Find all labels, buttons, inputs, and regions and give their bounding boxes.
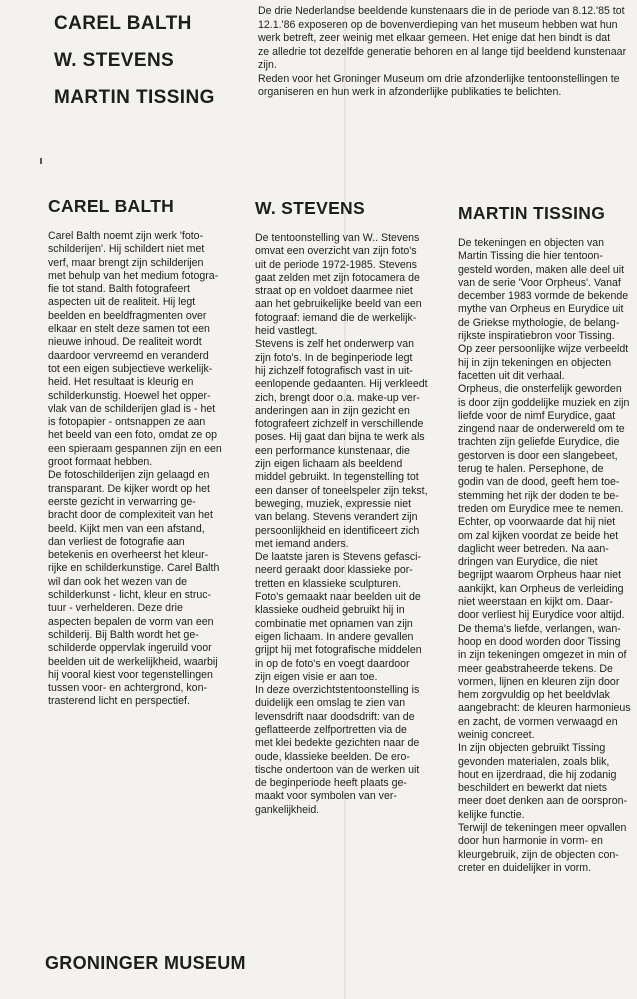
column-text-balth: Carel Balth noemt zijn werk 'foto- schilderijen'. Hij schildert niet met verf, maar brengt zijn schilderijen met behulp van het medium fotogra- fie tot stand. Balth fotografeert aspecten uit de realiteit. Hij legt beelden en beeldfragmenten over elkaar en stelt deze samen tot een nieuwe inhoud. De realiteit wordt daardoor vervreemd en veranderd tot een eigen subjectieve werkelijk- heid. Het resultaat is kleurig en schilderkunstig. Hoewel het opper- vlak van de schilderijen glad is - het is fotopapier - ontsnappen ze aan het beeld van een foto, omdat ze op een spieraam gespannen zijn en een groot formaat hebben. De fotoschilderijen zijn gelaagd en transparant. De kijker wordt op het eerste gezicht in verwarring ge- bracht door de complexiteit van het beeld. Kijkt men van een afstand, dan verliest de fotografie aan betekenis en overheerst het kleur- rijke en schilderkunstige. Carel Balth wil dan ook het wezen van de schilderkunst - licht, kleur en struc- tuur - verhelderen. Deze drie aspecten bepalen de vorm van een schilderij. Bij Balth wordt het ge- schilderde oppervlak ingeruild voor beelden uit de werkelijkheid, waarbij hij vooral kiest voor tegenstellingen tussen voor- en achtergrond, kon- trasterend licht en perspectief.	[48, 230, 222, 708]
column-title-stevens: W. STEVENS	[255, 198, 365, 218]
margin-mark	[40, 158, 42, 164]
column-text-stevens: De tentoonstelling van W.. Stevens omvat een overzicht van zijn foto's uit de periode 1972-1985. Stevens gaat zelden met zijn fotocamera de straat op en voldoet daarmee niet aan het gebruikelijke beeld van een fotograaf: iemand die de werkelijk- heid vastlegt. Stevens is zelf het onderwerp van zijn foto's. In de beginperiode legt hij zichzelf fotografisch vast in uit- eenlopende gedaanten. Hij verkleedt zich, brengt door o.a. make-up ver- anderingen aan in zijn gezicht en fotografeert zichzelf in verschillende poses. Hij gaat dan bijna te werk als een performance kunstenaar, die zijn eigen lichaam als beeldend middel gebruikt. In tegenstelling tot een danser of toneelspeler zijn tekst, beweging, muziek, expressie niet van belang. Stevens verandert zijn persoonlijkheid en identificeert zich met iemand anders. De laatste jaren is Stevens gefasci- neerd geraakt door klassieke por- tretten en klassieke sculpturen. Foto's gemaakt naar beelden uit de klassieke oudheid gebruikt hij in combinatie met opnamen van zijn eigen lichaam. In andere gevallen grijpt hij met fotografische middelen in op de foto's en voegt daardoor zijn eigen visie er aan toe. In deze overzichtstentoonstelling is duidelijk een omslag te zien van levensdrift naar doodsdrift: van de geflatteerde zelfportretten via de met klei bedekte gezichten naar de oude, klassieke beelden. De ero- tische ondertoon van de werken uit de beginperiode heeft plaats ge- maakt voor symbolen van ver- gankelijkheid.	[255, 232, 428, 816]
header-name-stevens: W. STEVENS	[54, 50, 175, 71]
column-title-balth: CAREL BALTH	[48, 196, 175, 216]
column-martin-tissing	[458, 203, 637, 875]
museum-name-footer: GRONINGER MUSEUM	[45, 953, 246, 973]
intro-paragraph: De drie Nederlandse beeldende kunstenaars die in de periode van 8.12.'85 tot 12.1.'86 exposeren op de bovenverdieping van het museum hebben wat hun werk betreft, zeer weinig met elkaar gemeen. Het enige dat hen bindt is dat ze alledrie tot dezelfde generatie behoren en al lange tijd beeldend kunstenaar zijn. Reden voor het Groninger Museum om drie afzonderlijke tentoonstellingen te organiseren en hun werk in afzonderlijke publikaties te belichten.	[258, 5, 627, 98]
header-name-balth: CAREL BALTH	[54, 13, 192, 34]
column-title-tissing: MARTIN TISSING	[458, 203, 606, 223]
header-name-tissing: MARTIN TISSING	[54, 87, 215, 108]
column-carel-balth	[48, 196, 228, 709]
column-text-tissing: De tekeningen en objecten van Martin Tissing die hier tentoon- gesteld worden, maken alle deel uit van de serie 'Voor Orpheus'. Vanaf december 1983 vormde de bekende mythe van Orpheus en Eurydice uit de Griekse mythologie, de belang- rijkste inspiratiebron voor Tissing. Op zeer persoonlijke wijze verbeeldt hij in zijn tekeningen en objecten facetten uit dit verhaal. Orpheus, die onsterfelijk geworden is door zijn goddelijke muziek en zijn liefde voor de nimf Eurydice, gaat zingend naar de onderwereld om te trachten zijn geliefde Eurydice, die gestorven is door een slangebeet, terug te halen. Persephone, de godin van de dood, geeft hem toe- stemming het rijk der doden te be- treden om Eurydice mee te nemen. Echter, op voorwaarde dat hij niet om zal kijken voordat ze beide het daglicht weer betreden. Na aan- dringen van Eurydice, die niet begrijpt waarom Orpheus haar niet aankijkt, kan Orpheus de verleiding niet weerstaan en kijkt om. Daar- door verliest hij Eurydice voor altijd. De thema's liefde, verlangen, wan- hoop en dood worden door Tissing in zijn tekeningen omgezet in min of meer geabstraheerde tekens. De vormen, lijnen en kleuren zijn door hem zorgvuldig op het beeldvlak aangebracht: de kleuren harmonieus en zacht, de vormen verwaagd en weinig concreet. In zijn objecten gebruikt Tissing gevonden materialen, zoals blik, hout en ijzerdraad, die hij zodanig beschildert en bewerkt dat niets meer doet denken aan de oorspron- kelijke functie. Terwijl de tekeningen meer opvallen door hun harmonie in vorm- en kleurgebruik, zijn de objecten con- creter en duidelijker in vorm.	[458, 237, 631, 874]
artist-names-header	[54, 12, 215, 123]
column-w-stevens	[255, 198, 440, 817]
